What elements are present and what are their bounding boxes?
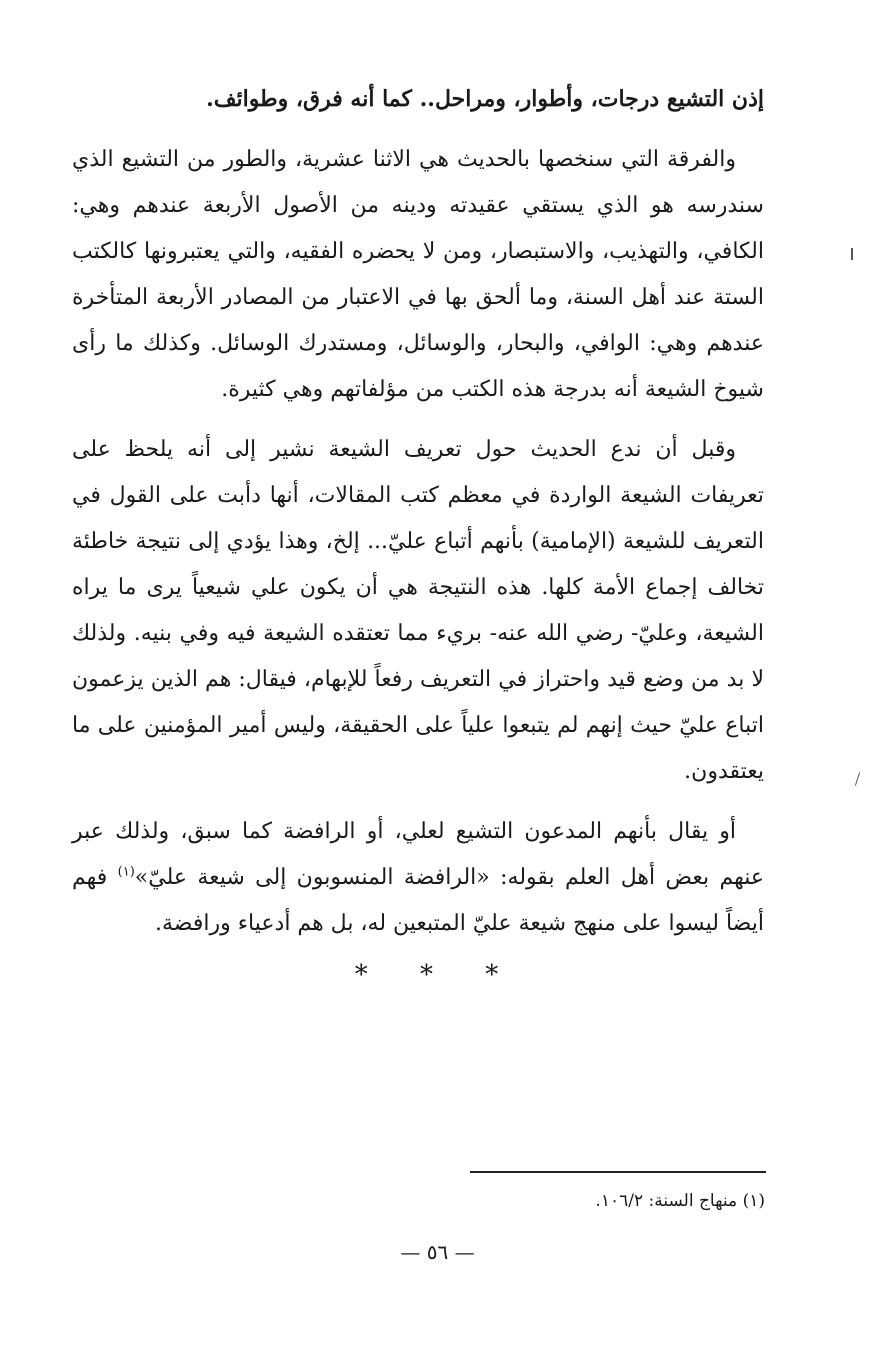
paragraph-1 (72, 76, 764, 123)
paragraph-1-text: إذن التشيع درجات، وأطوار، ومراحل.. كما أنه فرق، وطوائف. (206, 86, 764, 112)
paragraph-3: وقبل أن ندع الحديث حول تعريف الشيعة نشير إلى أنه يلحظ على تعريفات الشيعة الواردة في معظم كتب المقالات، أنها دأبت على القول في التعريف للشيعة (الإمامية) بأنهم أتباع عليّ... إلخ، وهذا يؤدي إلى نتيجة خاطئة تخالف إجماع الأمة كلها. هذه النتيجة هي أن يكون علي شيعياً يرى ما يراه الشيعة، وعليّ- رضي الله عنه- بريء مما تعتقده الشيعة فيه وفي بنيه. ولذلك لا بد من وضع قيد واحتراز في التعريف رفعاً للإبهام، فيقال: هم الذين يزعمون اتباع عليّ حيث إنهم لم يتبعوا علياً على الحقيقة، وليس أمير المؤمنين على ما يعتقدون. (72, 437, 764, 784)
paragraph-4-text-a: أو يقال بأنهم المدعون التشيع لعلي، أو الرافضة كما سبق، ولذلك عبر عنهم بعض أهل العلم بقوله: «الرافضة المنسوبون إلى شيعة عليّ» (72, 819, 764, 890)
body-text (72, 76, 764, 947)
scan-speck (855, 772, 860, 786)
footnote-number: (١) (742, 1191, 765, 1211)
paragraph-2: والفرقة التي سنخصها بالحديث هي الاثنا عشرية، والطور من التشيع الذي سندرسه هو الذي يستقي عقيدته ودينه من الأصول الأربعة عندهم وهي: الكافي، والتهذيب، والاستبصار، ومن لا يحضره الفقيه، والتي يعتبرونها كالكتب الستة عند أهل السنة، وما ألحق بها في الاعتبار من المصادر الأربعة المتأخرة عندهم وهي: الوافي، والبحار، والوسائل، ومستدرك الوسائل. وكذلك ما رأى شيوخ الشيعة أنه بدرجة هذه الكتب من مؤلفاتهم وهي كثيرة. (72, 147, 764, 402)
page-number: — ٥٦ — (400, 1240, 475, 1264)
footnote-divider (470, 1171, 766, 1173)
scan-speck (851, 248, 853, 260)
paragraph-4 (72, 809, 764, 947)
paragraph-4-text-b: فهم أيضاً ليسوا على منهج شيعة عليّ المتبعين له، بل هم أدعياء ورافضة. (72, 865, 764, 936)
footnote-text: منهاج السنة: ١٠٦/٢. (595, 1191, 738, 1211)
footnote (595, 1188, 765, 1214)
section-separator: * * * (354, 960, 521, 990)
footnote-reference: (١) (117, 864, 135, 880)
